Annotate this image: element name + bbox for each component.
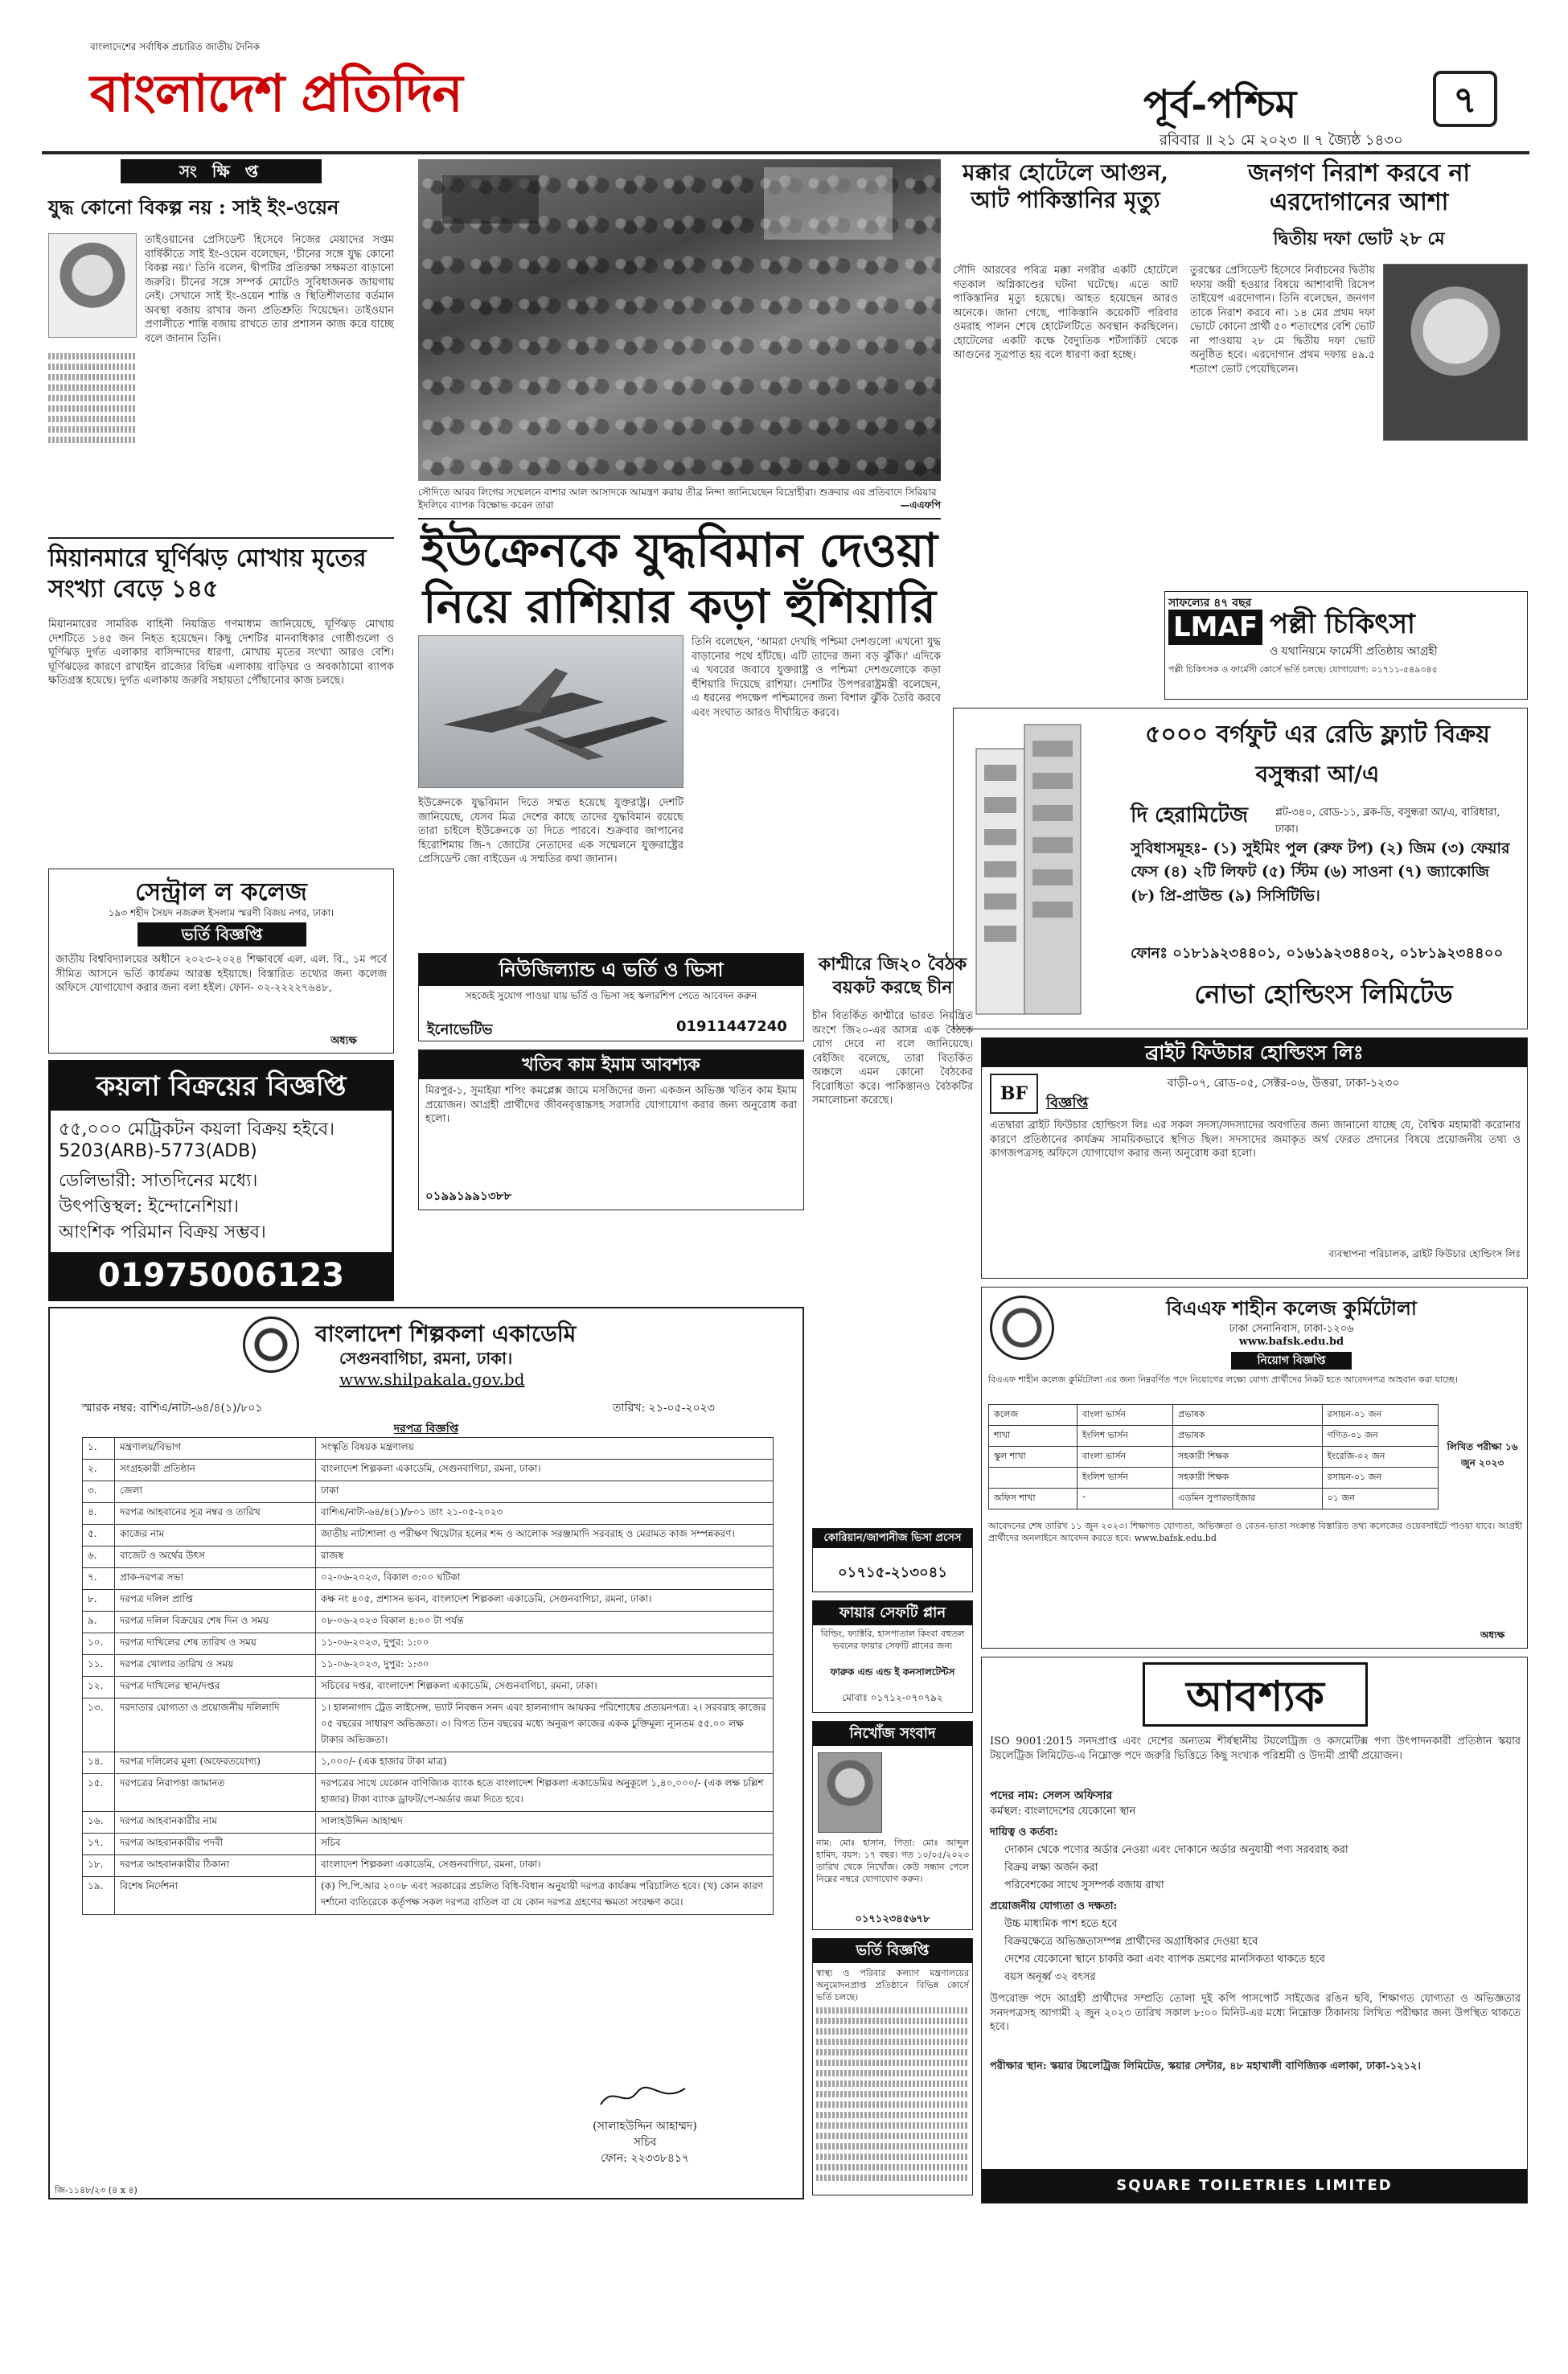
shaheen-cell: অফিস শাখা <box>989 1489 1077 1509</box>
tender-row <box>83 1481 774 1503</box>
square-req-3: দেশের যেকোনো স্থানে চাকরি করা এবং ব্যাপক ভ্রমণের মানসিকতা থাকতে হবে <box>1004 1953 1325 1965</box>
taiwan-photo <box>48 233 137 338</box>
square-brand-bar <box>982 2169 1527 2203</box>
shaheen-web: www.bafsk.edu.bd <box>1238 1336 1344 1348</box>
square-req-4: বয়স অনূর্ধ্ব ৩২ বৎসর <box>1004 1971 1096 1983</box>
coal-line1: ৫৫,০০০ মেট্রিকটন কয়লা বিক্রয় হইবে। <box>59 1119 335 1140</box>
fire-safety-ad <box>812 1600 973 1713</box>
section-title: পূর্ব-পশ্চিম <box>1143 82 1297 127</box>
tender-cell: ১৮. <box>83 1855 115 1877</box>
tender-row <box>83 1774 774 1812</box>
flat-project: দি হেরামিটেজ <box>1131 803 1248 828</box>
tender-cell: ১৫. <box>83 1774 115 1812</box>
bright-notice: বিজ্ঞপ্তি <box>1046 1095 1089 1111</box>
lead-body-col2: তিনি বলেছেন, 'আমরা দেখছি পশ্চিমা দেশগুলো এখনো যুদ্ধ বাড়ানোর পথে হাঁটছে। এটি তাদের জন্য বড় ঝুঁকি।' এদিকে এ খবরের জবাবে যুক্তরাষ্ট্র ও পশ্চিমা দেশগুলোকে কড়া হুঁশিয়ারি দিয়েছে রাশিয়া। দেশটির উপপররাষ্ট্রমন্ত্রী বলেছেন, এ ধরনের পদক্ষেপ পশ্চিমাদের জন্য বিশাল ঝুঁকি তৈরি করবে এবং সংঘাত আরও দীর্ঘায়িত করবে। <box>692 636 941 719</box>
shaheen-cell: রসায়ন-০১ জন <box>1322 1405 1438 1426</box>
tender-table <box>82 1437 774 1915</box>
bright-title: ব্রাইট ফিউচার হোল্ডিংস লিঃ <box>982 1038 1527 1067</box>
tender-row <box>83 1677 774 1698</box>
tender-row <box>83 1752 774 1774</box>
tender-cell: জেলা <box>115 1481 316 1503</box>
shilpakala-address: সেগুনবাগিচা, রমনা, ঢাকা। <box>339 1349 513 1368</box>
tender-cell: ৪. <box>83 1503 115 1525</box>
erdogan-subhead: দ্বিতীয় দফা ভোট ২৮ মে <box>1273 228 1445 249</box>
tender-cell: বাংলাদেশ শিল্পকলা একাডেমি, সেগুনবাগিচা, রমনা, ঢাকা। <box>316 1460 774 1481</box>
shaheen-cell: রসায়ন-০১ জন <box>1322 1468 1438 1489</box>
bright-logo: BF <box>990 1074 1038 1114</box>
tender-row <box>83 1590 774 1612</box>
nz-sub: সহজেই সুযোগ পাওয়া যায় ভর্তি ও ভিসা সহ স্কলারশিপ পেতে আবেদন করুন <box>465 990 757 1001</box>
shaheen-notice: নিয়োগ বিজ্ঞপ্তি <box>1231 1352 1352 1370</box>
tender-cell: ১৭. <box>83 1834 115 1855</box>
flat-ad <box>953 708 1528 1029</box>
shilpakala-signer: (সালাহউদ্দিন আহাম্মদ) <box>593 2120 697 2133</box>
tender-cell: জাতীয় নাট্যশালা ও পরীক্ষণ থিয়েটার হলের শব্দ ও আলোক সরঞ্জামাদি সরবরাহ ও মেরামত কাজ সম্পন্নকরণ। <box>316 1525 774 1546</box>
shaheen-exam: লিখিত পরীক্ষা ১৬ জুন ২০২৩ <box>1447 1441 1518 1468</box>
shilpakala-ref: স্মারক নম্বর: বাশিএ/নাট্য-৬৪/৪(১)/৮০১ <box>82 1402 263 1415</box>
shilpakala-footer-code: জি-১১৪৮/২৩ (৪ x ৪) <box>55 2185 138 2195</box>
lead-body-col1: ইউক্রেনকে যুদ্ধবিমান দিতে সম্মত হয়েছে যুক্তরাষ্ট্র। দেশটি জানিয়েছে, যেসব মিত্র দেশের কাছে তাদের যুদ্ধবিমান রয়েছে তারা চাইলে ইউক্রেনকে তা দিতে পারবে। শুক্রবার জাপানের হিরোশিমায় জি-৭ জোটের নেতাদের এক সম্মেলনে যুক্তরাষ্ট্রের প্রেসিডেন্ট জো বাইডেন এ সম্মতির কথা জানান। <box>418 797 683 866</box>
shaheen-cell: কলেজ <box>989 1405 1077 1426</box>
mecca-body: সৌদি আরবের পবিত্র মক্কা নগরীর একটি হোটেলে গতকাল অগ্নিকাণ্ডের ঘটনা ঘটেছে। এতে আট পাকিস্তানির মৃত্যু হয়েছে। আহত হয়েছেন আরও অনেকে। জানা গেছে, পাকিস্তানি কয়েকটি পরিবার ওমরাহ পালন শেষে হোটেলটিতে অবস্থান করছিলেন। হোটেলের একটি কক্ষে বৈদ্যুতিক শর্টসার্কিট থেকে আগুনের সূত্রপাত হয় বলে ধারণা করা হচ্ছে। <box>953 265 1178 362</box>
coal-line4: উৎপত্তিস্থল: ইন্দোনেশিয়া। <box>59 1197 240 1217</box>
tender-cell: কাজের নাম <box>115 1525 316 1546</box>
shaheen-row <box>989 1426 1439 1447</box>
bright-future-ad <box>981 1037 1528 1279</box>
tender-row <box>83 1546 774 1568</box>
shaheen-cell: বাংলা ভার্সন <box>1077 1405 1172 1426</box>
lead-photo-caption <box>418 486 941 511</box>
kashmir-body: চীন বিতর্কিত কাশ্মীরে ভারত নিয়ন্ত্রিত অংশে জি২০-এর আসন্ন এক বৈঠকে যোগ দেবে না বলে জানিয়েছে। বেইজিং বলেছে, তারা বিতর্কিত অঞ্চলে এমন কোনো বৈঠকের বিরোধিতা করে। পাকিস্তানও বৈঠকটির সমালোচনা করেছে। <box>812 1010 973 1107</box>
missing-ad <box>812 1721 973 1930</box>
imam-ad <box>418 1049 804 1210</box>
tender-cell: দরপত্র দলিল বিক্রয়ের শেষ দিন ও সময় <box>115 1612 316 1633</box>
shaheen-cell: শাখা <box>989 1426 1077 1447</box>
shaheen-cell: স্কুল শাখা <box>989 1447 1077 1468</box>
tender-cell: দরপত্র দাখিলের শেষ তারিখ ও সময় <box>115 1633 316 1655</box>
tender-cell: সালাহউদ্দিন আহাম্মদ <box>316 1812 774 1834</box>
fire-sub: বিল্ডিং, ফ্যাক্টরি, হাসপাতাল কিংবা বহুতল ভবনের ফায়ার সেফটি প্লানের জন্য <box>820 1629 965 1651</box>
photo-credit: —এএফপি <box>900 499 941 511</box>
tender-cell: ১১-০৬-২০২৩, দুপুর: ১:০০ <box>316 1633 774 1655</box>
story-taiwan-body: তাইওয়ানের প্রেসিডেন্ট হিসেবে নিজের মেয়াদের সপ্তম বার্ষিকীতে সাই ইং-ওয়েন বলেছেন, 'চীনের সঙ্গে যুদ্ধ কোনো বিকল্প নয়।' তিনি বলেন, দ্বীপটির প্রতিরক্ষা সক্ষমতা বাড়ানো জরুরি। চীনের সঙ্গে সম্পর্ক মোটেও সুবিধাজনক জায়গায় নেই। সেখানে সাই ইং-ওয়েন শান্তি ও স্থিতিশীলতার বর্তমান অবস্থা বজায় রাখার জন্য প্রতিশ্রুতি দিয়েছেন। তাইওয়ান প্রণালীতে শান্তি বজায় রাখতে তার প্রশাসন কাজ করে যাচ্ছে বলে জানান তিনি। <box>145 234 394 345</box>
shaheen-cell: ইংরেজি-০২ জন <box>1322 1447 1438 1468</box>
shaheen-sign: অধ্যক্ষ <box>1480 1629 1505 1641</box>
fire-org: ফারুক এন্ড এন্ড ই কনসালটেন্টস <box>830 1666 955 1678</box>
erdogan-column <box>1190 159 1528 618</box>
law-college-ad <box>48 869 394 1054</box>
masthead <box>42 32 1529 153</box>
kashmir-column <box>812 953 973 1516</box>
tender-cell: দরপত্র আহবানকারীর নাম <box>115 1812 316 1834</box>
square-place: কর্মস্থল: বাংলাদেশের যেকোনো স্থান <box>990 1805 1136 1817</box>
tender-cell: দরপত্র আহবানের সূত্র নম্বর ও তারিখ <box>115 1503 316 1525</box>
courier-phone: ০১৭১৫-২১৩০৪১ <box>837 1564 948 1581</box>
tender-cell: প্রাক-দরপত্র সভা <box>115 1568 316 1590</box>
tender-cell: মন্ত্রণালয়/বিভাগ <box>115 1438 316 1460</box>
tender-cell: দরপত্র আহবানকারীর ঠিকানা <box>115 1855 316 1877</box>
shilpakala-table-title: দরপত্র বিজ্ঞপ্তি <box>393 1423 459 1435</box>
tender-cell: ১৬. <box>83 1812 115 1834</box>
college-sign: অধ্যক্ষ <box>330 1035 357 1047</box>
shaheen-body: আবেদনের শেষ তারিখ ১১ জুন ২০২৩। শিক্ষাগত যোগ্যতা, অভিজ্ঞতা ও বেতন-ভাতা সংক্রান্ত বিস্তারিত তথ্য কলেজের ওয়েবসাইটে পাওয়া যাবে। আগ্রহী প্রার্থীদের অনলাইনে আবেদন করতে হবে: www.bafsk.edu.bd <box>988 1521 1522 1543</box>
tender-cell: ১৪. <box>83 1752 115 1774</box>
tender-cell: ৩. <box>83 1481 115 1503</box>
tender-cell: (ক) পি.পি.আর ২০০৮ এবং সরকারের প্রচলিত বিধি-বিধান অনুযায়ী দরপত্র কার্যক্রম পরিচালিত হবে। (খ) কোন কারণ দর্শানো ব্যতিরেকে কর্তৃপক্ষ সকল দরপত্র বাতিল বা যে কোন দরপত্র গ্রহণের ক্ষমতা সংরক্ষণ করে। <box>316 1877 774 1915</box>
shaheen-table-wrap <box>988 1404 1439 1509</box>
college-address: ১৯৩ শহীদ সৈয়দ নজরুল ইসলাম স্মরণী বিজয় নগর, ঢাকা। <box>108 907 335 918</box>
shaheen-cell: প্রভাষক <box>1173 1405 1322 1426</box>
story-myanmar-headline: মিয়ানমারে ঘূর্ণিঝড় মোখায় মৃতের সংখ্যা বেড়ে ১৪৫ <box>48 544 367 603</box>
tender-cell: রাজস্ব <box>316 1546 774 1568</box>
coal-line3: ডেলিভারী: সাতদিনের মধ্যে। <box>59 1171 258 1191</box>
missing-phone: ০১৭১২৩৪৫৬৭৮ <box>855 1913 930 1925</box>
tender-cell: বাংলাদেশ শিল্পকলা একাডেমি, সেগুনবাগিচা, রমনা, ঢাকা। <box>316 1855 774 1877</box>
missing-title: নিখোঁজ সংবাদ <box>813 1722 972 1746</box>
missing-body: নাম: মোঃ হাসান, পিতা: মোঃ আব্দুল হামিদ, বয়স: ১৭ বছর। গত ১০/০৫/২০২৩ তারিখ থেকে নিখোঁজ। কেউ সন্ধান পেলে নিম্নের নম্বরে যোগাযোগ করুন। <box>816 1838 969 1884</box>
tender-cell: দরপত্র দলিল প্রাপ্তি <box>115 1590 316 1612</box>
lmaf-ad <box>1164 591 1528 700</box>
tender-row <box>83 1812 774 1834</box>
newspaper-tagline: বাংলাদেশের সর্বাধিক প্রচারিত জাতীয় দৈনিক <box>90 41 261 52</box>
tender-row <box>83 1855 774 1877</box>
shaheen-cell: প্রভাষক <box>1173 1426 1322 1447</box>
square-post: পদের নাম: সেলস অফিসার <box>990 1789 1113 1802</box>
fire-title: ফায়ার সেফটি প্লান <box>813 1601 972 1625</box>
bright-body: এতদ্বারা ব্রাইট ফিউচার হোল্ডিংস লিঃ এর সকল সদস্য/সদস্যাদের অবগতির জন্য জানানো যাচ্ছে যে, বৈশ্বিক মহামারী করোনার কারণে প্রতিষ্ঠানের কার্যক্রম সাময়িকভাবে স্থগিত ছিল। সদস্যদের জমাকৃত অর্থ ফেরত প্রদানের বিষয়ে প্রয়োজনীয় তথ্য ও কাগজপত্রসহ অফিসে যোগাযোগ করার জন্য অনুরোধ করা হলো। <box>990 1119 1521 1160</box>
square-brand: SQUARE TOILETRIES LIMITED <box>1116 2177 1393 2194</box>
shaheen-cell: গণিত-০১ জন <box>1322 1426 1438 1447</box>
square-title: আবশ্যক <box>1143 1662 1368 1727</box>
shaheen-table <box>988 1404 1439 1509</box>
lmaf-logo: LMAF <box>1168 610 1262 645</box>
page-number-badge <box>1433 71 1497 127</box>
tender-cell: ৮. <box>83 1590 115 1612</box>
square-req-2: বিক্রয়ক্ষেত্রে অভিজ্ঞতাসম্পন্ন প্রার্থীদের অগ্রাধিকার দেওয়া হবে <box>1004 1936 1258 1948</box>
bright-address: বাড়ী-০৭, রোড-০৫, সেক্টর-০৬, উত্তরা, ঢাকা-১২৩০ <box>1167 1077 1400 1090</box>
story-taiwan-body-cont <box>48 349 137 447</box>
tender-row <box>83 1612 774 1633</box>
tender-cell: দরপত্র খোলার তারিখ ও সময় <box>115 1655 316 1677</box>
coal-phone: 01975006123 <box>51 1252 392 1299</box>
story-taiwan-headline: যুদ্ধ কোনো বিকল্প নয় : সাই ইং-ওয়েন <box>48 195 339 219</box>
admit-lines <box>816 2003 969 2185</box>
jet-photo <box>418 635 683 788</box>
shilpakala-signer-title: সচিব <box>633 2136 657 2149</box>
square-venue: পরীক্ষার স্থান: স্কয়ার টয়লেট্রিজ লিমিটেড, স্কয়ার সেন্টার, ৪৮ মহাখালী বাণিজ্যিক এলাকা, ঢাকা-১২১২। <box>990 2060 1422 2072</box>
tender-cell: ১১-০৬-২০২৩, দুপুর: ১:৩০ <box>316 1655 774 1677</box>
tender-cell: ১২. <box>83 1677 115 1698</box>
tender-cell: দরপত্রের সাথে যেকোন বাণিজ্যিক ব্যাংক হতে বাংলাদেশ শিল্পকলা একাডেমির অনুকূলে ১,৪০,০০০/- (এক লক্ষ চল্লিশ হাজার) টাকা ব্যাংক ড্রাফট/পে-অর্ডার জমা দিতে হবে। <box>316 1774 774 1812</box>
shaheen-cell: বাংলা ভার্সন <box>1077 1447 1172 1468</box>
shaheen-cell: সহকারী শিক্ষক <box>1173 1468 1322 1489</box>
tender-row <box>83 1568 774 1590</box>
nz-phone: 01911447240 <box>676 1018 787 1035</box>
tender-row <box>83 1877 774 1915</box>
square-duty-1: দোকান থেকে পণ্যের অর্ডার নেওয়া এবং দোকানে অর্ডার অনুযায়ী পণ্য সরবরাহ করা <box>1004 1844 1348 1856</box>
tender-cell: ৯. <box>83 1612 115 1633</box>
erdogan-headline: জনগণ নিরাশ করবে না এরদোগানের আশা <box>1247 159 1471 216</box>
admission-ad <box>812 1938 973 2195</box>
tender-cell: ০২-০৬-২০২৩, বিকাল ৩:০০ ঘটিকা <box>316 1568 774 1590</box>
tender-row <box>83 1460 774 1481</box>
tender-cell: বাজেট ও অর্থের উৎস <box>115 1546 316 1568</box>
admit-title: ভর্তি বিজ্ঞপ্তি <box>813 1939 972 1963</box>
tender-cell: সংগ্রহকারী প্রতিষ্ঠান <box>115 1460 316 1481</box>
square-ad <box>981 1657 1528 2204</box>
coal-line2: 5203(ARB)-5773(ADB) <box>59 1141 257 1161</box>
page-number: ৭ <box>1453 78 1477 121</box>
tender-table-wrap <box>82 1437 774 1915</box>
shilpakala-org: বাংলাদেশ শিল্পকলা একাডেমি <box>315 1320 577 1347</box>
imam-phone: ০১৯৯১৯৯১৩৮৮ <box>425 1189 512 1203</box>
lmaf-title: পল্লী চিকিৎসা <box>1270 608 1415 640</box>
imam-body: মিরপুর-১, সুমাইয়া শপিং কমপ্লেক্স জামে মসজিদের জন্য একজন অভিজ্ঞ খতিব কাম ইমাম প্রয়োজন। আগ্রহী প্রার্থীদের জীবনবৃত্তান্তসহ সরাসরি যোগাযোগ করার জন্য অনুরোধ করা হলো। <box>425 1085 797 1126</box>
shilpakala-date: তারিখ: ২১-০৫-২০২৩ <box>613 1402 715 1415</box>
missing-photo <box>818 1752 882 1833</box>
tender-row <box>83 1633 774 1655</box>
brief-label-text: সং ক্ষি প্ত <box>179 162 264 181</box>
flat-address: প্লট-৩৪০, রোড-১১, ব্লক-ডি, বসুন্ধরা আ/এ, বারিধারা, ঢাকা। <box>1275 807 1500 836</box>
tender-cell: দরপত্র দাখিলের স্থান/দপ্তর <box>115 1677 316 1698</box>
imam-title: খতিব কাম ইমাম আবশ্যক <box>419 1050 803 1079</box>
coal-title: কয়লা বিক্রয়ের বিজ্ঞপ্তি <box>51 1062 392 1111</box>
shilpakala-web: www.shilpakala.gov.bd <box>339 1370 525 1389</box>
tender-cell: সচিবের দপ্তর, বাংলাদেশ শিল্পকলা একাডেমি, সেগুনবাগিচা, রমনা, ঢাকা। <box>316 1677 774 1698</box>
tender-cell: ১. <box>83 1438 115 1460</box>
square-req-1: উচ্চ মাধ্যমিক পাশ হতে হবে <box>1004 1918 1118 1930</box>
shaheen-cell: ০১ জন <box>1322 1489 1438 1509</box>
tender-cell: সংস্কৃতি বিষয়ক মন্ত্রণালয় <box>316 1438 774 1460</box>
tender-row <box>83 1438 774 1460</box>
tender-cell: ১। হালনাগাদ ট্রেড লাইসেন্স, ভ্যাট নিবন্ধন সনদ এবং হালনাগাদ আয়কর পরিশোধের প্রত্যয়নপত্র। ২। সরবরাহ কাজের ০৫ বছরের সাধারণ অভিজ্ঞতা। ৩। বিগত তিন বছরের মধ্যে অনুরূপ কাজের একক চুক্তিমূল্য ন্যূনতম ৫৫.০০ লক্ষ টাকার অভিজ্ঞতা। <box>316 1698 774 1752</box>
shaheen-title: বিএএফ শাহীন কলেজ কুর্মিটোলা <box>1166 1296 1417 1320</box>
shilpakala-signer-phone: ফোন: ২২৩৩৮৪১৭ <box>600 2152 690 2165</box>
flat-headline: ৫০০০ বর্গফুট এর রেডি ফ্ল্যাট বিক্রয় <box>1145 721 1490 749</box>
flat-features: সুবিধাসমূহঃ- (১) সুইমিং পুল (রুফ টপ) (২) জিম (৩) ফেয়ার ফেস (৪) ২টি লিফট (৫) স্টিম (৬) সাওনা (৭) জ্যাকোজি (৮) প্রি-প্রাউন্ড (৯) সিসিটিভি। <box>1131 840 1510 905</box>
tender-row <box>83 1834 774 1855</box>
nz-ad <box>418 953 804 1041</box>
lmaf-sub: ও যথানিয়মে ফার্মেসী প্রতিষ্ঠায় আগ্রহী <box>1270 645 1438 658</box>
square-req-title: প্রয়োজনীয় যোগ্যতা ও দক্ষতা: <box>990 1900 1118 1912</box>
shaheen-cell: - <box>1077 1489 1172 1509</box>
erdogan-photo <box>1383 264 1528 441</box>
admit-body: স্বাস্থ্য ও পরিবার কল্যাণ মন্ত্রণালয়ের অনুমোদনপ্রাপ্ত প্রতিষ্ঠানে বিভিন্ন কোর্সে ভর্তি চলছে। <box>816 1968 969 2002</box>
square-duty-3: পরিবেশকের সাথে সুসম্পর্ক বজায় রাখা <box>1004 1879 1164 1891</box>
photo-caption-text: সৌদিতে আরব লিগের সম্মেলনে বাশার আল আসাদকে আমন্ত্রণ করায় তীব্র নিন্দা জানিয়েছেন বিদ্রোহীরা। শুক্রবার এর প্রতিবাদে সিরিয়ার ইদলিবে ব্যাপক বিক্ষোভ করেন তারা <box>418 487 937 511</box>
college-title: সেন্ট্রাল ল কলেজ <box>135 878 307 906</box>
courier-ad <box>812 1528 973 1592</box>
mecca-column <box>953 159 1178 618</box>
tender-cell: ৬. <box>83 1546 115 1568</box>
lead-rule <box>418 518 941 520</box>
tender-cell: ১,০০০/- (এক হাজার টাকা মাত্র) <box>316 1752 774 1774</box>
shaheen-row <box>989 1468 1439 1489</box>
coal-ad <box>48 1060 394 1301</box>
shilpakala-logo <box>243 1316 299 1373</box>
tender-cell: ১১. <box>83 1655 115 1677</box>
story-myanmar-body: মিয়ানমারের সামরিক বাহিনী নিয়ন্ত্রিত গণমাধ্যম জানিয়েছে, ঘূর্ণিঝড় মোখায় দেশটিতে ১৪৫ জন নিহত হয়েছেন। কিছু দেশটির মানবাধিকার গোষ্ঠীগুলো ও ঘূর্ণিঝড় দুর্গত এলাকার বাসিন্দাদের ধারণা, মোখায় মৃতের সংখ্যা আরও বেশি। ঘূর্ণিঝড়ের কারণে রাখাইন রাজ্যের বিভিন্ন এলাকায় বাড়িঘর ও অবকাঠামো ব্যাপক ক্ষতিগ্রস্ত হয়েছে। দুর্গত এলাকায় জরুরি সহায়তা পৌঁছানোর কাজ চলছে। <box>48 618 394 688</box>
tender-cell: ৫. <box>83 1525 115 1546</box>
tender-cell: বাশিএ/নাট্য-৬৪/৪(১)/৮০১ তাং ২১-০৫-২০২৩ <box>316 1503 774 1525</box>
tender-cell: ১০. <box>83 1633 115 1655</box>
tender-cell: ৭. <box>83 1568 115 1590</box>
newspaper-logo: বাংলাদেশ প্রতিদিন <box>90 64 462 124</box>
square-apply: উপরোক্ত পদে আগ্রহী প্রার্থীদের সম্প্রতি তোলা দুই কপি পাসপোর্ট সাইজের রঙিন ছবি, শিক্ষাগত যোগ্যতা ও অভিজ্ঞতার সনদপত্রসহ আগামী ২ জুন ২০২৩ তারিখ সকাল ৮:০০ মিনিট-এর মধ্যে নিম্নোক্ত ঠিকানায় লিখিত পরীক্ষার জন্য উপস্থিত থাকতে হবে। <box>990 1993 1521 2034</box>
tender-row <box>83 1525 774 1546</box>
shaheen-logo <box>990 1296 1054 1360</box>
coal-line5: আংশিক পরিমান বিক্রয় সম্ভব। <box>59 1222 266 1242</box>
college-body: জাতীয় বিশ্ববিদ্যালয়ের অধীনে ২০২৩-২০২৪ শিক্ষাবর্ষে এল. এল. বি., ১ম পর্বে সীমিত আসনে ভর্তি কার্যক্রম আরম্ভ হইয়াছে। বিস্তারিত তথ্যের জন্য কলেজ অফিসে যোগাযোগ করার জন্য বলা হইল। ফোন- ০২-২২২২৭৬৪৮, <box>55 954 387 995</box>
lmaf-fine: পল্লী চিকিৎসক ও ফার্মেসী কোর্সে ভর্তি চলছে। যোগাযোগ: ০১৭১১-৫৪৯৩৪৫ <box>1168 664 1438 675</box>
bright-sign: ব্যবস্থাপনা পরিচালক, ব্রাইট ফিউচার হোল্ডিংস লিঃ <box>1328 1248 1521 1259</box>
shaheen-cell: ইংলিশ ভার্সন <box>1077 1426 1172 1447</box>
tender-row <box>83 1655 774 1677</box>
tender-cell: দরপত্র আহবানকারীর পদবী <box>115 1834 316 1855</box>
shaheen-row <box>989 1405 1439 1426</box>
shaheen-row <box>989 1447 1439 1468</box>
nz-org: ইনোভেটিভ <box>427 1021 493 1038</box>
flat-location: বসুন্ধরা আ/এ <box>1255 761 1380 787</box>
courier-title: কোরিয়ান/জাপানীজ ভিসা প্রসেস <box>813 1529 972 1548</box>
tender-cell: সচিব <box>316 1834 774 1855</box>
fire-phone: মোবাঃ ০১৭১২-০৭০৭৯২ <box>842 1692 943 1703</box>
shaheen-intro: বিএএফ শাহীন কলেজ কুর্মিটোলা এর জন্য নিম্নবর্ণিত পদে নিয়োগের লক্ষ্যে যোগ্য প্রার্থীদের নিকট হতে আবেদনপত্র আহবান করা যাচ্ছে। <box>988 1374 1458 1385</box>
tender-cell: দরদাতার যোগ্যতা ও প্রয়োজনীয় দলিলাদি <box>115 1698 316 1752</box>
erdogan-body: তুরস্কের প্রেসিডেন্ট হিসেবে নির্বাচনের দ্বিতীয় দফায় জয়ী হওয়ার বিষয়ে আশাবাদী রিসেপ তাইয়েপ এরদোগান। তিনি বলেছেন, জনগণ তাকে নিরাশ করবে না। ১৪ মের প্রথম দফা ভোটে কোনো প্রার্থী ৫০ শতাংশের বেশি ভোট না পাওয়ায় ২৮ মে দ্বিতীয় দফা ভোট অনুষ্ঠিত হবে। এরদোগান প্রথম দফায় ৪৯.৫ শতাংশ ভোট পেয়েছিলেন। <box>1190 265 1375 376</box>
tender-cell: ২. <box>83 1460 115 1481</box>
mecca-headline: মক্কার হোটেলে আগুন, আট পাকিস্তানির মৃত্যু <box>963 159 1168 213</box>
tender-row <box>83 1698 774 1752</box>
flat-company: নোভা হোল্ডিংস লিমিটেড <box>1194 979 1453 1009</box>
kashmir-headline: কাশ্মীরে জি২০ বৈঠক বয়কট করছে চীন <box>818 954 967 998</box>
nz-title: নিউজিল্যান্ড এ ভর্তি ও ভিসা <box>419 954 803 986</box>
lead-photo <box>418 159 941 481</box>
lmaf-top: সাফল্যের ৪৭ বছর <box>1168 597 1252 610</box>
building-illustration <box>960 717 1113 1022</box>
tender-cell: দরপত্রের নিরাপত্তা জামানত <box>115 1774 316 1812</box>
brief-label <box>121 159 322 183</box>
brief-divider <box>48 537 394 539</box>
shaheen-cell: সহকারী শিক্ষক <box>1173 1447 1322 1468</box>
tender-cell: ০৮-০৬-২০২৩ বিকাল ৪:০০ টা পর্যন্ত <box>316 1612 774 1633</box>
masthead-rule <box>42 151 1529 154</box>
college-notice: ভর্তি বিজ্ঞপ্তি <box>138 922 306 947</box>
tender-cell: ১৯. <box>83 1877 115 1915</box>
square-duty-2: বিক্রয় লক্ষ্য অর্জন করা <box>1004 1862 1098 1874</box>
tender-row <box>83 1503 774 1525</box>
shaheen-sub: ঢাকা সেনানিবাস, ঢাকা-১২০৬ <box>1229 1323 1354 1335</box>
shaheen-cell: ইংলিশ ভার্সন <box>1077 1468 1172 1489</box>
shaheen-cell <box>989 1468 1077 1489</box>
date-line: রবিবার ॥ ২১ মে ২০২৩ ॥ ৭ জ্যৈষ্ঠ ১৪৩০ <box>1160 132 1403 149</box>
shaheen-cell: এডমিন সুপারভাইজার <box>1173 1489 1322 1509</box>
signature <box>597 2080 693 2113</box>
square-intro: ISO 9001:2015 সনদপ্রাপ্ত এবং দেশের অন্যতম শীর্ষস্থানীয় টয়লেট্রিজ ও কসমেটিক্স পণ্য উৎপাদনকারী প্রতিষ্ঠান স্কয়ার টয়লেট্রিজ লিমিটেড-এ নিম্নোক্ত পদে জরুরি ভিত্তিতে কিছু সংখ্যক পরিশ্রমী ও উদ্যমী প্রার্থী প্রয়োজন। <box>990 1735 1521 1762</box>
flat-phone: ফোনঃ ০১৮১৯২৩৪৪০১, ০১৬১৯২৩৪৪০২, ০১৮১৯২৩৪৪০০ <box>1131 945 1504 962</box>
brief-column <box>48 159 394 863</box>
tender-cell: ঢাকা <box>316 1481 774 1503</box>
tender-cell: দরপত্র দলিলের মূল্য (অফেরতযোগ্য) <box>115 1752 316 1774</box>
square-duties-title: দায়িত্ব ও কর্তব্য: <box>990 1826 1058 1838</box>
tender-cell: বিশেষ নির্দেশনা <box>115 1877 316 1915</box>
tender-cell: ১৩. <box>83 1698 115 1752</box>
lead-headline-1: ইউক্রেনকে যুদ্ধবিমান দেওয়া <box>421 523 938 577</box>
lead-headline-2: নিয়ে রাশিয়ার কড়া হুঁশিয়ারি <box>422 579 936 634</box>
tender-cell: কক্ষ নং ৪০৫, প্রশাসন ভবন, বাংলাদেশ শিল্পকলা একাডেমি, সেগুনবাগিচা, রমনা, ঢাকা। <box>316 1590 774 1612</box>
shilpakala-tender <box>48 1307 804 2199</box>
shaheen-college-ad <box>981 1287 1528 1649</box>
shaheen-row <box>989 1489 1439 1509</box>
